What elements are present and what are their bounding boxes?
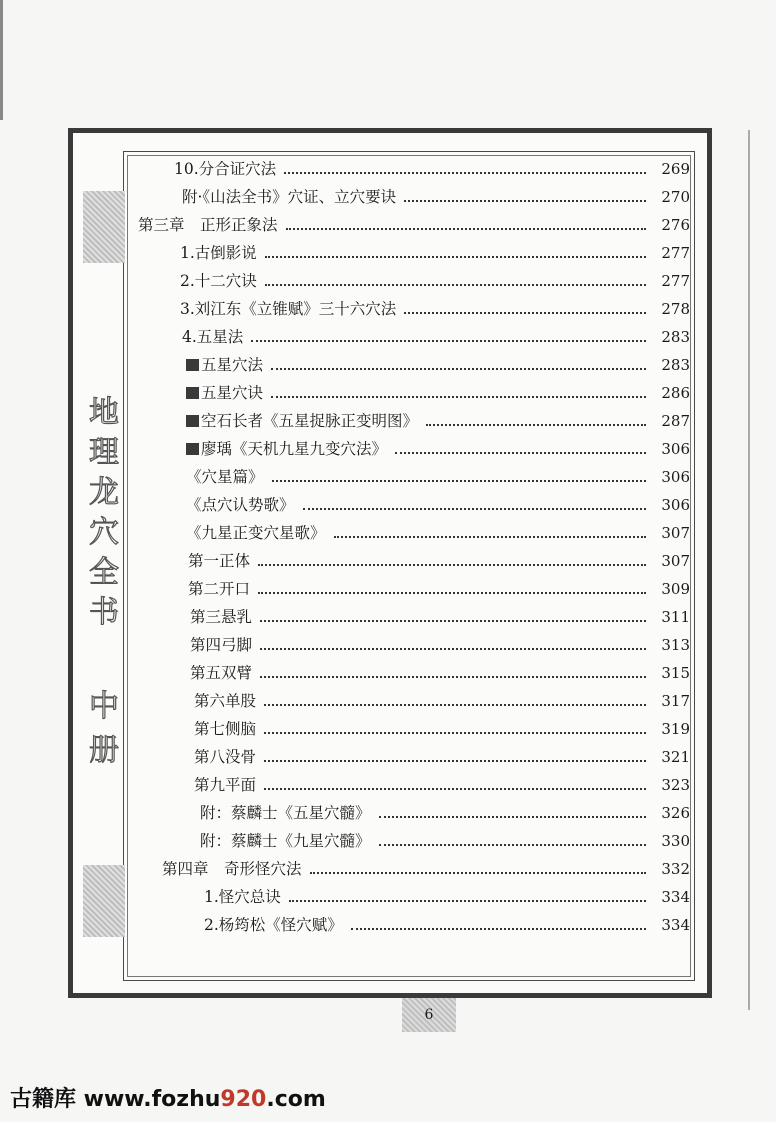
dot-leader xyxy=(351,928,646,930)
toc-entry-page: 313 xyxy=(661,636,690,654)
toc-entry-title xyxy=(188,549,250,573)
toc-entry xyxy=(138,213,690,237)
toc-entry-title xyxy=(190,605,252,629)
spine-band-bottom xyxy=(83,865,125,937)
toc-entry xyxy=(186,409,690,433)
dot-leader xyxy=(260,648,646,650)
toc-entry-page: 311 xyxy=(661,608,690,626)
dot-leader xyxy=(271,368,646,370)
toc-entry-text: 《点穴认势歌》 xyxy=(186,496,295,514)
dot-leader xyxy=(260,620,646,622)
toc-entry xyxy=(188,577,690,601)
toc-entry-page: 306 xyxy=(661,496,690,514)
toc-entry-page: 319 xyxy=(661,720,690,738)
toc-entry-title xyxy=(186,353,263,377)
toc-entry-title xyxy=(200,829,371,853)
dot-leader xyxy=(271,396,646,398)
toc-entry-text: 第四章 奇形怪穴法 xyxy=(162,860,302,878)
site-watermark xyxy=(10,1082,326,1113)
toc-entry-title xyxy=(138,213,278,237)
square-bullet-icon xyxy=(186,387,199,399)
spine-title: 地理龙穴全书 xyxy=(89,395,119,630)
dot-leader xyxy=(379,844,646,846)
toc-entry-page: 278 xyxy=(661,300,690,318)
toc-entry-text: 1.怪穴总诀 xyxy=(204,888,281,906)
toc-entry-text: 第三章 正形正象法 xyxy=(138,216,278,234)
toc-entry-title xyxy=(194,717,256,741)
dot-leader xyxy=(284,172,646,174)
toc-entry-page: 286 xyxy=(661,384,690,402)
toc-entry-text: 10.分合证穴法 xyxy=(174,160,277,178)
toc-entry-title xyxy=(194,689,256,713)
toc-entry-title xyxy=(182,185,396,209)
toc-entry-title xyxy=(162,857,302,881)
toc-entry-title xyxy=(186,521,326,545)
dot-leader xyxy=(264,732,646,734)
dot-leader xyxy=(272,480,646,482)
toc-entry-page: 306 xyxy=(661,468,690,486)
toc-entry-page: 330 xyxy=(661,832,690,850)
toc-entry-page: 315 xyxy=(661,664,690,682)
toc-entry xyxy=(186,493,690,517)
toc-entry-text: 1.古倒影说 xyxy=(180,244,257,262)
toc-entry-text: 五星穴法 xyxy=(201,356,264,374)
toc-entry-page: 307 xyxy=(661,552,690,570)
toc-entry-page: 307 xyxy=(661,524,690,542)
toc-entry-text: 2.十二穴诀 xyxy=(180,272,257,290)
toc-entry-text: 第九平面 xyxy=(194,776,257,794)
toc-entry xyxy=(186,437,690,461)
toc-entry-page: 326 xyxy=(661,804,690,822)
toc-entry-text: 第五双臂 xyxy=(190,664,253,682)
square-bullet-icon xyxy=(186,359,199,371)
dot-leader xyxy=(379,816,646,818)
toc-entry-title xyxy=(194,773,256,797)
toc-entry-text: 第三悬乳 xyxy=(190,608,253,626)
toc-entry-page: 332 xyxy=(661,860,690,878)
toc-entry-page: 277 xyxy=(661,244,690,262)
dot-leader xyxy=(310,872,646,874)
toc-entry xyxy=(190,633,690,657)
toc-entry xyxy=(194,689,690,713)
toc-entry-text: 第四弓脚 xyxy=(190,636,253,654)
toc-entry xyxy=(188,549,690,573)
toc-entry xyxy=(190,605,690,629)
toc-entry-title xyxy=(204,885,281,909)
dot-leader xyxy=(258,564,646,566)
toc-entry-text: 《九星正变穴星歌》 xyxy=(186,524,326,542)
toc-entry-page: 306 xyxy=(661,440,690,458)
book-spine xyxy=(83,145,125,985)
toc-entry-title xyxy=(186,465,264,489)
square-bullet-icon xyxy=(186,415,199,427)
toc-entry-page: 283 xyxy=(661,356,690,374)
toc-entry-title xyxy=(190,633,252,657)
toc-entry-page: 276 xyxy=(661,216,690,234)
toc-entry-text: 3.刘江东《立锥赋》三十六穴法 xyxy=(180,300,397,318)
dot-leader xyxy=(265,256,646,258)
toc-entry xyxy=(186,381,690,405)
toc-entry-title xyxy=(174,157,276,181)
toc-entry xyxy=(182,185,690,209)
dot-leader xyxy=(289,900,646,902)
toc-entry xyxy=(204,913,690,937)
toc-entry-title xyxy=(182,325,243,349)
toc-entry xyxy=(200,801,690,825)
toc-entry-title xyxy=(180,297,396,321)
dot-leader xyxy=(395,452,646,454)
toc-entry-title xyxy=(190,661,252,685)
dot-leader xyxy=(265,284,646,286)
toc-entry-title xyxy=(180,269,257,293)
watermark-text: 古籍库 www.fozhu xyxy=(10,1087,221,1112)
toc-entry xyxy=(204,885,690,909)
toc-entry-title xyxy=(200,801,371,825)
toc-entry-page: 287 xyxy=(661,412,690,430)
toc-entry-text: 廖瑀《天机九星九变穴法》 xyxy=(201,440,388,458)
toc-entry-text: 第一正体 xyxy=(188,552,251,570)
square-bullet-icon xyxy=(186,443,199,455)
dot-leader xyxy=(303,508,646,510)
toc-entry xyxy=(162,857,690,881)
toc-entry-page: 321 xyxy=(661,748,690,766)
dot-leader xyxy=(258,592,646,594)
dot-leader xyxy=(286,228,646,230)
spine-band-top xyxy=(83,191,125,263)
toc-entry xyxy=(194,773,690,797)
toc-entry-text: 附：蔡麟士《五星穴髓》 xyxy=(200,804,371,822)
toc-entry-page: 323 xyxy=(661,776,690,794)
toc-entry xyxy=(194,745,690,769)
toc-entry-text: 2.杨筠松《怪穴赋》 xyxy=(204,916,343,934)
toc-entry xyxy=(180,241,690,265)
toc-entry xyxy=(190,661,690,685)
toc-entry-page: 270 xyxy=(661,188,690,206)
toc-entry-title xyxy=(194,745,256,769)
toc-entry-page: 283 xyxy=(661,328,690,346)
toc-entry-title xyxy=(180,241,257,265)
toc-entry-text: 空石长者《五星捉脉正变明图》 xyxy=(201,412,419,430)
toc-entry-text: 附：蔡麟士《九星穴髓》 xyxy=(200,832,371,850)
toc-entry xyxy=(194,717,690,741)
toc-entry-title xyxy=(188,577,250,601)
toc-entry-title xyxy=(204,913,343,937)
toc-entry xyxy=(186,465,690,489)
toc-entry-text: 4.五星法 xyxy=(182,328,244,346)
toc-entry-text: 第七侧脑 xyxy=(194,720,257,738)
toc-entry-text: 五星穴诀 xyxy=(201,384,264,402)
dot-leader xyxy=(334,536,646,538)
page-number: 6 xyxy=(402,998,456,1032)
toc-entry-page: 334 xyxy=(661,916,690,934)
watermark-suffix: .com xyxy=(266,1087,326,1112)
toc-entry-page: 277 xyxy=(661,272,690,290)
toc-entry-text: 第六单股 xyxy=(194,692,257,710)
scan-edge-left xyxy=(0,0,3,120)
toc-entry-title xyxy=(186,409,418,433)
dot-leader xyxy=(264,760,646,762)
dot-leader xyxy=(264,704,646,706)
toc-entry-title xyxy=(186,437,387,461)
toc-entry xyxy=(186,353,690,377)
dot-leader xyxy=(426,424,646,426)
dot-leader xyxy=(260,676,646,678)
dot-leader xyxy=(251,340,646,342)
toc-entry-text: 第二开口 xyxy=(188,580,251,598)
toc-entry-page: 269 xyxy=(661,160,690,178)
toc-entry xyxy=(174,157,690,181)
watermark-number: 920 xyxy=(220,1087,267,1112)
dot-leader xyxy=(404,200,646,202)
dot-leader xyxy=(264,788,646,790)
toc-entry xyxy=(180,269,690,293)
toc-entry xyxy=(186,521,690,545)
toc-entry xyxy=(180,297,690,321)
spine-volume: 中册 xyxy=(89,689,119,768)
scan-edge-right xyxy=(748,130,750,1010)
toc-entry-page: 309 xyxy=(661,580,690,598)
toc-entry-title xyxy=(186,493,295,517)
toc-entry-title xyxy=(186,381,263,405)
toc-entry-page: 317 xyxy=(661,692,690,710)
dot-leader xyxy=(404,312,646,314)
toc-entry xyxy=(200,829,690,853)
toc-entry xyxy=(182,325,690,349)
toc-entry-text: 《穴星篇》 xyxy=(186,468,264,486)
toc-entry-text: 第八没骨 xyxy=(194,748,257,766)
toc-entry-text: 附·《山法全书》穴证、立穴要诀 xyxy=(182,188,397,206)
toc-entry-page: 334 xyxy=(661,888,690,906)
